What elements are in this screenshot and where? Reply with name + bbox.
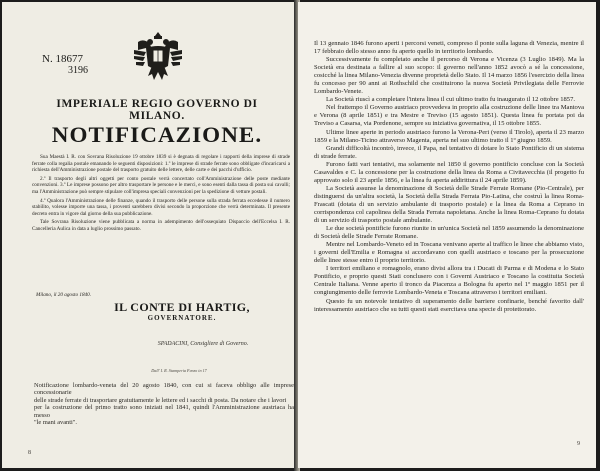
text-paragraph: Furono fatti vari tentativi, ma solamente nel 1850 il governo pontificio concluse con la Società Casavaldes e C. la concessione per la costruzione della linea da Roma a Civitavecchia (il progetto fu approvato solo il 23 aprile 1856, e la linea fu aperta addirittura il 24 aprile 1859). (314, 160, 584, 184)
text-paragraph: Il 13 gennaio 1846 furono aperti i percorsi veneti, compreso il ponte sulla laguna di Venezia, mentre il 17 febbraio dello stesso anno fu aperto quello in territorio lombardo. (314, 40, 584, 56)
document-number-main: N. 18677 (42, 53, 83, 65)
text-paragraph: La Società riuscì a completare l'intera linea il cui ultimo tratto fu inaugurato il 12 ottobre 1857. (326, 96, 575, 104)
caption-line: per la costruzione del primo tratto sono iniziati nel 1841, quindi l'Amministrazione austriaca ha messo (34, 404, 294, 419)
document-number-sub: 3196 (68, 65, 88, 76)
poster-paragraph: Sua Maestà I. R. con Sovrana Risoluzione 19 ottobre 1839 si è degnata di regolare i rapporti della imprese di strade ferrate colla regalia postale emanando le seguenti disposizioni: 1.º le imprese di strade ferrate sono obbligate d'incaricarsi a richiesta dell'Amministrazione postale del trasporto gratuito delle lettere, delle carte e dei pacchi d'ufficio. (32, 154, 290, 174)
double-headed-eagle-crest-icon (132, 28, 184, 86)
poster-body (32, 154, 290, 235)
right-page (298, 2, 596, 468)
text-paragraph: Mentre nel Lombardo-Veneto ed in Toscana venivano aperte al traffico le linee che abbiamo visto, i governi dell'Emilia e Romagna si accordavano con quelli austriaco e toscano per la prosecuzione delle linee stesse entro il proprio territorio. (314, 241, 584, 265)
text-paragraph: La Società assunse la denominazione di Società delle Strade Ferrate Romane (Pio-Centrale), per distinguersi da un'altra società, la Società della Strada Ferrata Pio-Latina, che costruì la linea Roma-Frascati (dotata di un servizio ambulante di trasporto postale) e la linea da Roma a Ceprano in corrispondenza col capolinea della Strada Ferrata napoletana. Anche la linea Roma-Ceprano fu dotata di un servizio di trasporto postale ambulante. (314, 184, 584, 225)
caption-line: "le mani avanti". (34, 419, 78, 427)
notification-poster (8, 8, 292, 448)
poster-paragraph: 4.º Qualora l'Amministrazione delle finanze, quando il trasporto delle persone sulla strada ferrata eccedesse il numero stabilito, volesse imporre una tassa, i proventi sarebbero divisi secondo la proporzione che verrà determinata. Il presente decreto entra in vigore dal giorno della sua pubblicazione. (32, 197, 290, 217)
poster-paragraph: 2.º Il trasporto degli altri oggetti per conto postale verrà concertato coll'Amministrazione delle poste mediante convenzioni. 3.º Le imprese possono per altro trasportare le persone e le merci, e sono esenti dalla tassa di posta sui cavalli; ma l'Amministrazione può sempre stipulare coll'impresa speciali convenzioni per la spedizione di vetture postali. (32, 175, 290, 195)
right-page-text (314, 40, 584, 314)
text-paragraph: Nel frattempo il Governo austriaco provvedeva in proprio alla costruzione delle linee tra Mantova e Verona (8 aprile 1851) e tra Mestre e Treviso (15 agosto 1851). Questa linea fu portata poi da Treviso a Casarsa, via Pordenone, sempre su iniziativa governativa, il 15 ottobre 1855. (314, 104, 584, 128)
poster-printer-line: Dall' I. R. Stamperia Fenzo in 17 (151, 368, 207, 373)
poster-signer-role: GOVERNATORE. (147, 314, 217, 322)
caption-line: delle strade ferrate di trasportare gratuitamente le lettere ed i sacchi di posta. Da notare che i lavori (34, 396, 287, 404)
poster-place-date: Milano, il 20 agosto 1840. (36, 292, 92, 298)
figure-caption (34, 382, 294, 426)
caption-line: Notificazione lombardo-veneta del 20 agosto 1840, con cui si faceva obbligo alle imprese concessionarie (34, 382, 294, 397)
left-page (2, 2, 296, 468)
text-paragraph: Successivamente fu completato anche il percorso di Verona e Vicenza (3 Luglio 1849). Ma la Società era destinata a fallire al suo scopo: il governo nell'anno 1852 avocò a sé la concessione, cosicché la linea Milano-Venezia divenne proprietà dello Stato. Il 14 marzo 1856 l'esercizio della linea fu concesso per 90 anni ai Rothschild che costituirono la nuova Società Privilegiata delle Ferrovie Lombardo-Venete. (314, 56, 584, 96)
text-paragraph: Questo fu un notevole tentativo di superamento delle barriere confinarie, benché favorito dall' interessamento austriaco che su tutti questi stati esercitava una specie di protettorato. (314, 297, 584, 313)
text-paragraph: Le due società pontificie furono riunite in un'unica Società nel 1859 assumendo la denominazione di Società delle Strade Ferrate Romane. (314, 225, 584, 241)
poster-secretary: SPADACINI, Consigliere di Governo. (157, 341, 249, 347)
poster-heading: IMPERIALE REGIO GOVERNO DI MILANO. (56, 98, 258, 122)
document-number (42, 53, 88, 77)
text-paragraph: Ultime linee aperte in periodo austriaco furono la Verona-Peri (verso il Tirolo), aperta il 23 marzo 1859 e la Milano-Ticino attraverso Magenta, aperta nel suo ultimo tratto il 1º giugno 1859. (314, 128, 584, 144)
page-number-right: 9 (577, 441, 580, 447)
poster-signer: IL CONTE DI HARTIG, (114, 300, 250, 314)
poster-paragraph: Tale Sovrana Risoluzione viene pubblicata a norma in adempimento dell'ossequiato Dispaccio dell'Eccelsa I. R. Cancelleria Aulica in data a luglio prossimo passato. (32, 219, 290, 232)
page-number-left: 8 (28, 450, 31, 456)
text-paragraph: I territori emiliano e romagnolo, erano divisi allora tra i Ducati di Parma e di Modena e lo Stato Pontificio, e proprio questi Stati conclusero con i Governi Austriaco e Toscano la costituita Società Centrale Italiana. Venne aperto il tronco da Piacenza a Bologna fu aperto nel 1º maggio 1851 per il congiungimento delle ferrovie Lombardo-Veneta e Toscana attraverso i territori emiliani. (314, 265, 584, 297)
text-paragraph: Grandi difficoltà incontrò, invece, il Papa, nel tentativo di dotare lo Stato Pontificio di un sistema di strade ferrate. (314, 144, 584, 160)
poster-title: NOTIFICAZIONE. (51, 122, 263, 147)
